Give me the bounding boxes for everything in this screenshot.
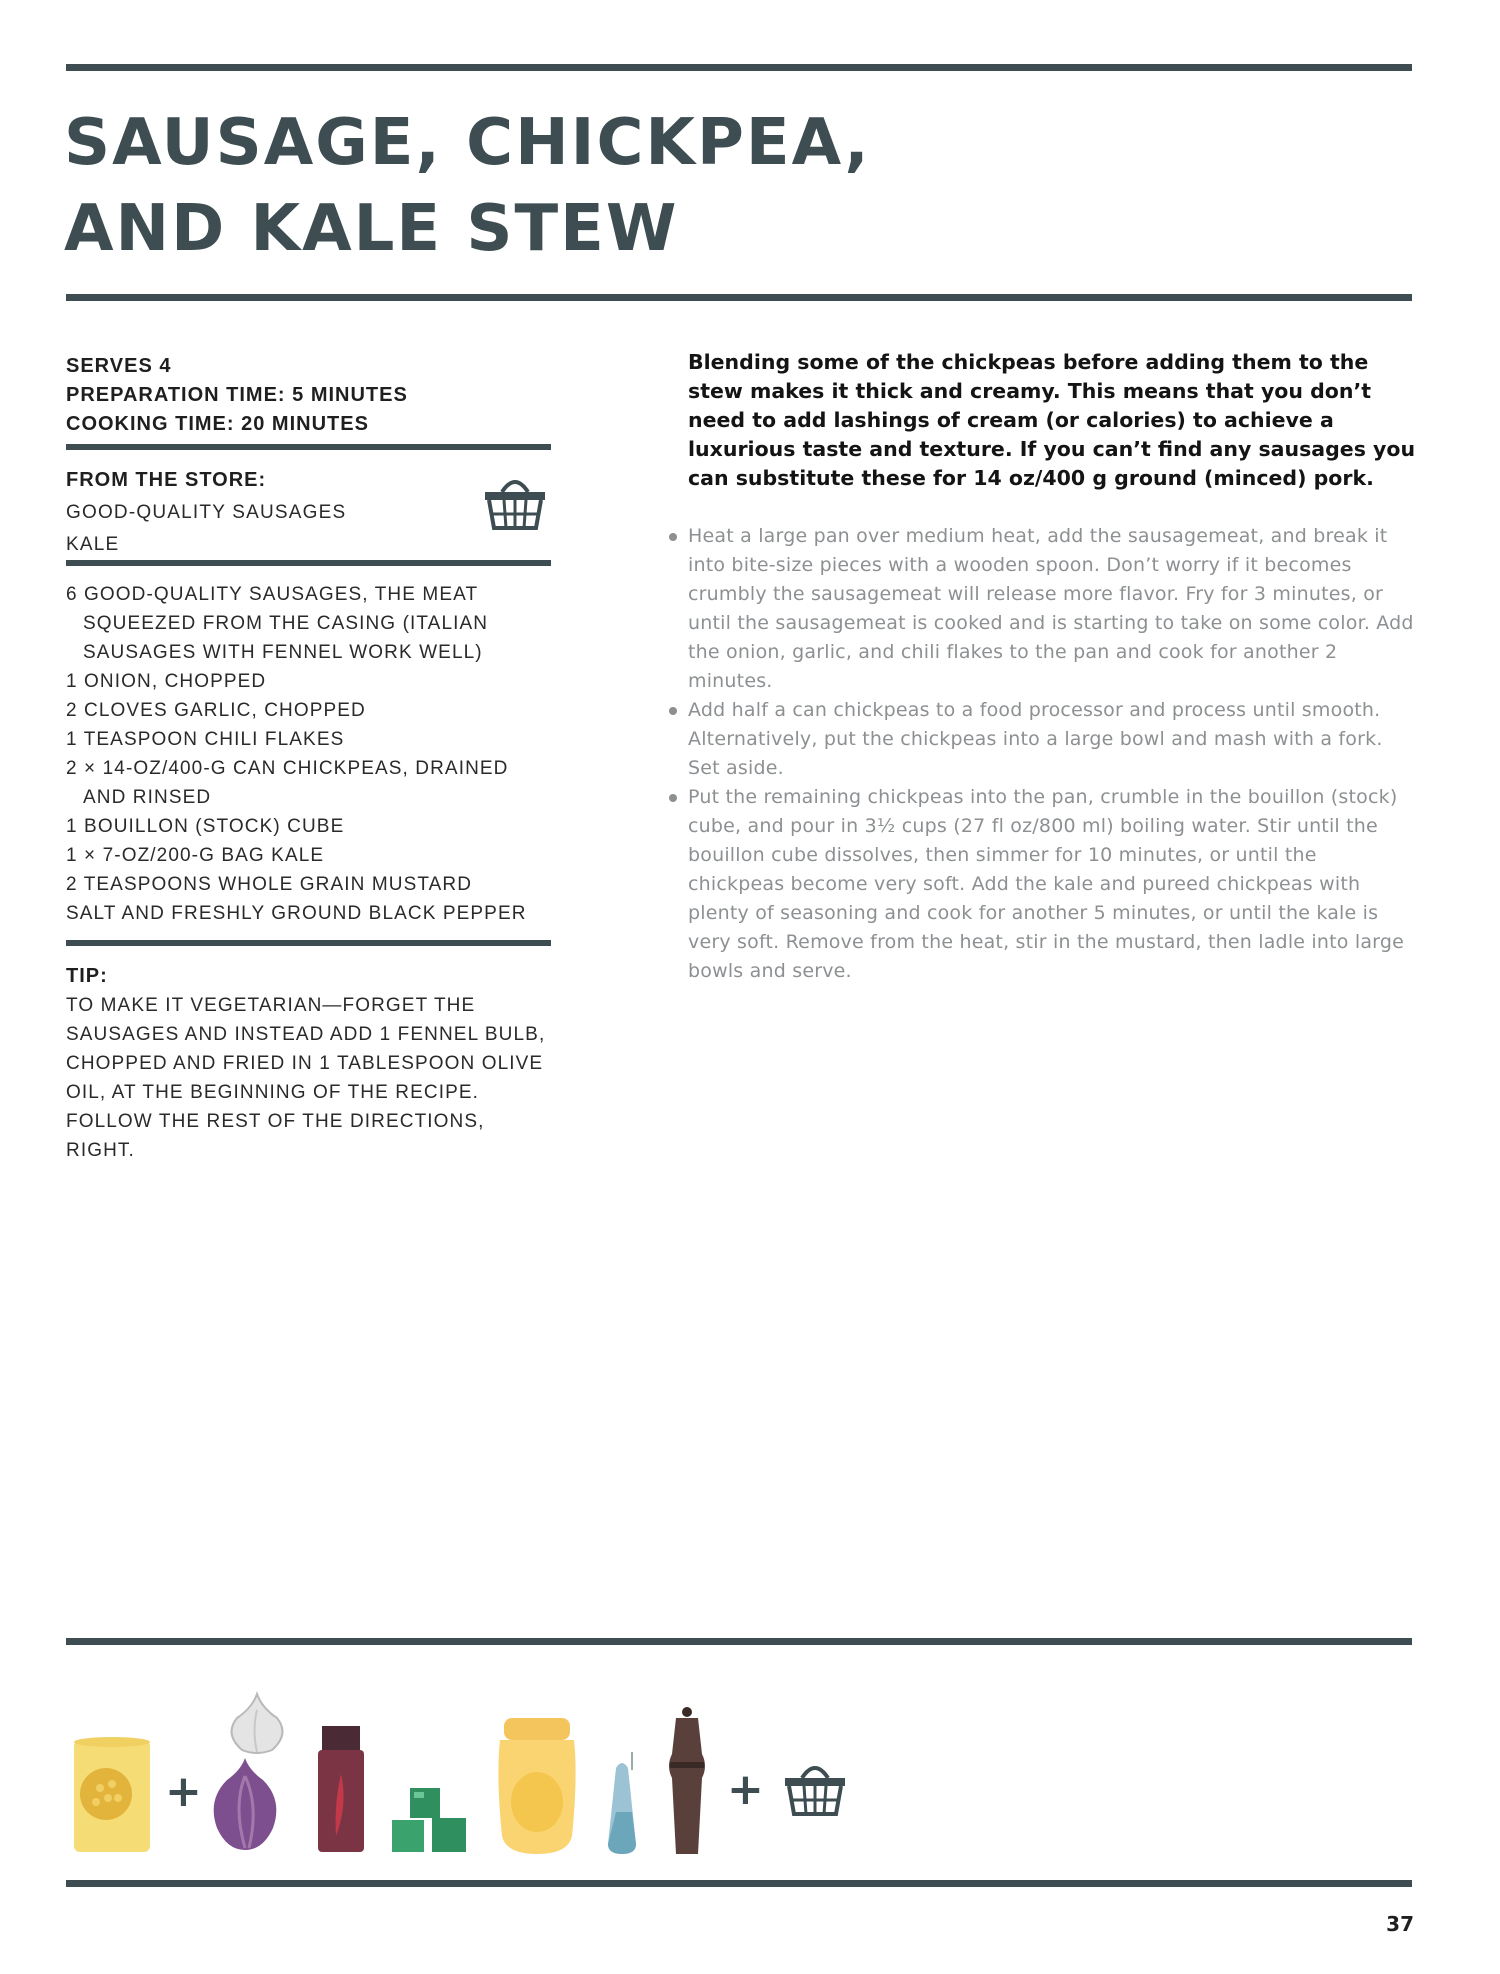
method-step-text: Put the remaining chickpeas into the pan, crumble in the bouillon (stock) cube, and pour in 3½ cups (27 fl oz/800 ml) boiling water. Stir until the bouillon cube dissolves, then simmer for 10 minutes, or until the chickpeas become very soft. Add the kale and pureed chickpeas with plenty of seasoning and cook for another 5 minutes, or until the kale is very soft. Remove from the heat, stir in the mustard, then ladle into large bowls and serve.	[688, 786, 1405, 982]
tip-section	[66, 962, 556, 1165]
salt-shaker-icon	[602, 1752, 642, 1856]
method-step-text: Add half a can chickpeas to a food processor and process until smooth. Alternatively, put the chickpeas into a large bowl and mash with a fork. Set aside.	[688, 699, 1383, 779]
onion-icon	[205, 1756, 285, 1852]
method-step	[666, 783, 1418, 986]
recipe-intro: Blending some of the chickpeas before adding them to the stew makes it thick and creamy. This means that you don’t need to add lashings of cream (or calories) to achieve a luxurious taste and texture. If you can’t find any sausages you can substitute these for 14 oz/400 g ground (minced) pork.	[688, 350, 1416, 490]
serves-text: SERVES 4	[66, 355, 172, 377]
recipe-title-line-1: SAUSAGE, CHICKPEA,	[64, 106, 871, 180]
pepper-mill-icon	[662, 1706, 712, 1858]
ingredient-item: 1 TEASPOON CHILI FLAKES	[66, 729, 345, 750]
icons-bottom-rule	[66, 1880, 1412, 1887]
bullet-icon	[669, 794, 677, 802]
method-step-text: Heat a large pan over medium heat, add the sausagemeat, and break it into bite-size pieces with a wooden spoon. Don’t worry if it becomes crumbly the sausagemeat will release more flavor. Fry for 3 minutes, or until the sausagemeat is cooked and is starting to take on some color. Add the onion, garlic, and chili flakes to the pan and cook for another 2 minutes.	[688, 525, 1414, 692]
recipe-meta	[66, 352, 556, 439]
top-rule	[66, 64, 1412, 71]
bouillon-cubes-icon	[388, 1786, 478, 1856]
mustard-jar-icon	[496, 1716, 578, 1856]
title-bottom-rule	[66, 294, 1412, 301]
garlic-icon	[222, 1690, 292, 1756]
meta-divider	[66, 444, 551, 450]
bullet-icon	[669, 707, 677, 715]
method-step	[666, 522, 1418, 696]
ingredient-item: 1 BOUILLON (STOCK) CUBE	[66, 816, 345, 837]
recipe-title	[64, 100, 1064, 272]
store-item: GOOD-QUALITY SAUSAGES	[66, 502, 347, 523]
page-number: 37	[1386, 1912, 1414, 1936]
recipe-title-line-2: AND KALE STEW	[64, 192, 679, 266]
tip-body: TO MAKE IT VEGETARIAN—FORGET THE SAUSAGES AND INSTEAD ADD 1 FENNEL BULB, CHOPPED AND FRIED IN 1 TABLESPOON OLIVE OIL, AT THE BEGINNING OF THE RECIPE. FOLLOW THE REST OF THE DIRECTIONS, RIGHT.	[66, 995, 546, 1161]
plus-icon: +	[727, 1764, 764, 1815]
ingredient-item: 1 × 7-OZ/200-G BAG KALE	[66, 845, 325, 866]
method-step	[666, 696, 1418, 783]
ingredient-item: 6 GOOD-QUALITY SAUSAGES, THE MEAT SQUEEZED FROM THE CASING (ITALIAN SAUSAGES WITH FENNEL WORK WELL)	[66, 584, 489, 663]
tip-heading: TIP:	[66, 965, 108, 987]
method-steps	[666, 522, 1418, 986]
icons-top-rule	[66, 1638, 1412, 1645]
chickpea-can-icon	[72, 1736, 152, 1854]
ingredient-item: 2 TEASPOONS WHOLE GRAIN MUSTARD	[66, 874, 473, 895]
shopping-basket-icon	[782, 1756, 848, 1818]
chili-flakes-jar-icon	[316, 1724, 366, 1854]
ingredient-item: 1 ONION, CHOPPED	[66, 671, 267, 692]
pantry-icons-row	[0, 1690, 1500, 1870]
store-item: KALE	[66, 534, 120, 555]
prep-time-text: PREPARATION TIME: 5 MINUTES	[66, 384, 408, 406]
store-heading: FROM THE STORE:	[66, 469, 267, 491]
cook-time-text: COOKING TIME: 20 MINUTES	[66, 413, 369, 435]
ingredient-item: SALT AND FRESHLY GROUND BLACK PEPPER	[66, 903, 527, 924]
ingredient-item: 2 × 14-OZ/400-G CAN CHICKPEAS, DRAINED AND RINSED	[66, 758, 509, 808]
shopping-basket-icon	[482, 470, 548, 532]
ingredients-divider	[66, 940, 551, 946]
store-divider	[66, 560, 551, 566]
ingredient-item: 2 CLOVES GARLIC, CHOPPED	[66, 700, 366, 721]
plus-icon: +	[165, 1766, 202, 1817]
ingredients-list	[66, 580, 556, 928]
bullet-icon	[669, 533, 677, 541]
